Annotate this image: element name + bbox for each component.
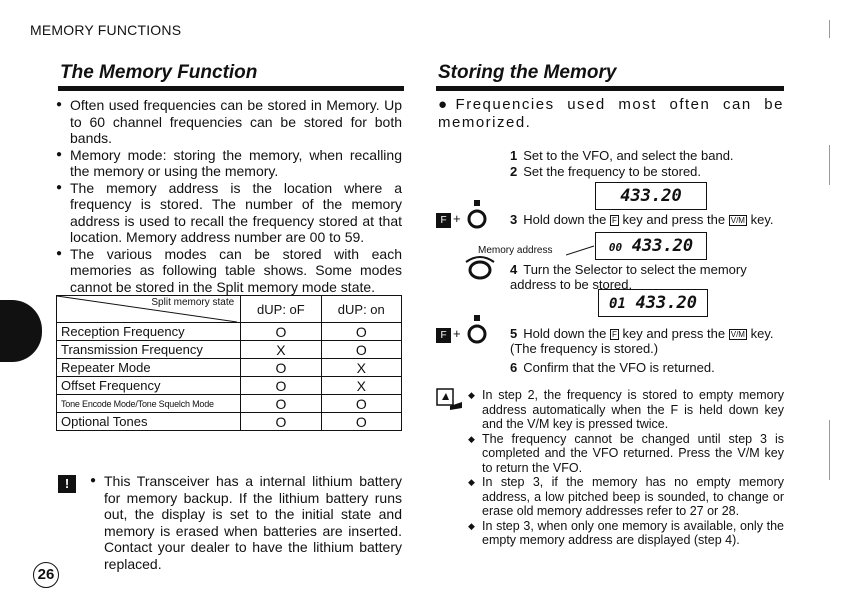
step-text: Hold down the <box>523 212 607 227</box>
step-number: 3 <box>510 212 518 227</box>
f-key-icon: F <box>436 328 451 343</box>
cell-dup-on: X <box>321 359 401 377</box>
cell-dup-on: O <box>321 323 401 341</box>
note-item: ◆ The frequency cannot be changed until step 3 is completed and the VFO returned. Press the V/M key to return the VFO. <box>468 432 784 476</box>
table-row <box>57 395 402 413</box>
notes-block <box>468 388 784 548</box>
f-key-icon: F <box>436 213 451 228</box>
cell-dup-off: O <box>241 323 321 341</box>
note-item: ◆ In step 3, when only one memory is available, only the empty memory address are displayed (step 4). <box>468 519 784 548</box>
cell-dup-off: O <box>241 413 321 431</box>
margin-mark <box>829 20 830 38</box>
left-section-title: The Memory Function <box>60 62 258 83</box>
row-label: Offset Frequency <box>57 377 241 395</box>
note-item: ◆ In step 2, the frequency is stored to empty memory address automatically when the F is held down key and the V/M key is pressed twice. <box>468 388 784 432</box>
cell-dup-on: X <box>321 377 401 395</box>
row-label: Transmission Frequency <box>57 341 241 359</box>
step-1 <box>510 148 790 163</box>
battery-note-text: This Transceiver has a internal lithium battery for memory backup. If the lithium battery runs out, the display is set to the initial state and memory is erased when batteries are inserted. Contact your dealer to have the lithium battery replaced. <box>104 473 402 572</box>
side-tab-marker <box>0 300 42 362</box>
bullet-item: ● Often used frequencies can be stored in Memory. Up to 60 channel frequencies can be stored for both bands. <box>56 97 402 147</box>
col-header-dup-on: dUP: on <box>321 296 401 323</box>
section-header: MEMORY FUNCTIONS <box>30 22 182 38</box>
cell-dup-off: X <box>241 341 321 359</box>
bullet-item: ● Memory mode: storing the memory, when recalling the memory or using the memory. <box>56 147 402 180</box>
table-header-row <box>57 296 402 323</box>
plus-sign: + <box>453 211 461 226</box>
step-5 <box>510 326 790 356</box>
step-3 <box>510 212 790 227</box>
margin-mark <box>829 420 830 480</box>
step-text: key. (The frequency is stored.) <box>510 326 774 356</box>
lcd-display-address <box>595 232 707 260</box>
step-text: Hold down the <box>523 326 607 341</box>
bullet-dot: ● <box>90 475 97 486</box>
memory-function-bullets <box>56 97 402 295</box>
step-2 <box>510 164 790 179</box>
note-item: ◆ In step 3, if the memory has no empty memory address, a low pitched beep is sounded, to change or erase old memory addresses refer to 27 or 28. <box>468 475 784 519</box>
lcd-address: 00 <box>608 241 623 254</box>
step-number: 6 <box>510 360 518 375</box>
lcd-display-new-address <box>598 289 708 317</box>
cell-dup-on: O <box>321 413 401 431</box>
right-section-title: Storing the Memory <box>438 62 617 83</box>
intro-text: Frequencies used most often can be memorized. <box>438 96 784 131</box>
vm-key-badge: V/M <box>730 216 745 226</box>
table-row <box>57 413 402 431</box>
step-text: key and press the <box>622 326 726 341</box>
knob-icon <box>466 200 488 230</box>
selector-dial-icon <box>462 254 498 280</box>
right-title-rule <box>436 86 784 91</box>
lcd-frequency: 433.20 <box>631 236 694 256</box>
margin-mark <box>829 145 830 185</box>
step-text: key and press the <box>622 212 726 227</box>
row-label: Optional Tones <box>57 413 241 431</box>
memory-address-label: Memory address <box>478 245 553 256</box>
step-text: Confirm that the VFO is returned. <box>523 360 715 375</box>
vm-key-badge: V/M <box>730 330 745 340</box>
step-text: Set to the VFO, and select the band. <box>523 148 734 163</box>
row-label: Repeater Mode <box>57 359 241 377</box>
plus-sign: + <box>453 326 461 341</box>
cell-dup-on: O <box>321 395 401 413</box>
step-number: 1 <box>510 148 518 163</box>
pointer-line <box>566 243 596 257</box>
page-number: 26 <box>33 562 59 588</box>
lcd-frequency: 433.20 <box>620 186 682 206</box>
f-key-badge: F <box>611 330 617 340</box>
bullet-item: ● The various modes can be stored with each memories as following table shows. Some modes cannot be stored in the Split memory mode state. <box>56 246 402 296</box>
step-4 <box>510 262 790 292</box>
step-text: Set the frequency to be stored. <box>523 164 702 179</box>
note-icon: ! <box>58 475 76 493</box>
battery-note <box>90 473 402 572</box>
table-row <box>57 359 402 377</box>
split-memory-state-label: Split memory state <box>151 297 235 308</box>
step-number: 2 <box>510 164 518 179</box>
row-label: Reception Frequency <box>57 323 241 341</box>
hint-hand-icon <box>436 388 464 412</box>
table-row <box>57 323 402 341</box>
table-row <box>57 377 402 395</box>
row-label: Tone Encode Mode/Tone Squelch Mode <box>57 395 241 413</box>
table-corner-cell <box>57 296 241 323</box>
cell-dup-off: O <box>241 395 321 413</box>
step-text: Turn the Selector to select the memory address to be stored. <box>510 262 747 292</box>
knob-icon <box>466 315 488 345</box>
memory-mode-table <box>56 295 402 431</box>
cell-dup-off: O <box>241 359 321 377</box>
bullet-dot: ● <box>438 96 456 113</box>
lcd-address: 01 <box>609 296 626 312</box>
bullet-item: ● The memory address is the location where a frequency is stored. The number of the memory address is used to recall the frequency stored at that location. Memory address number are 00 to 59. <box>56 180 402 246</box>
col-header-dup-off: dUP: oF <box>241 296 321 323</box>
step-6 <box>510 360 790 375</box>
step-text: key. <box>750 212 774 227</box>
storing-intro <box>438 96 784 132</box>
cell-dup-off: O <box>241 377 321 395</box>
f-key-badge: F <box>611 216 617 226</box>
cell-dup-on: O <box>321 341 401 359</box>
left-title-rule <box>58 86 404 91</box>
lcd-display-frequency <box>595 182 707 210</box>
lcd-frequency: 433.20 <box>635 293 697 313</box>
step-number: 5 <box>510 326 518 341</box>
table-row <box>57 341 402 359</box>
step-number: 4 <box>510 262 518 277</box>
